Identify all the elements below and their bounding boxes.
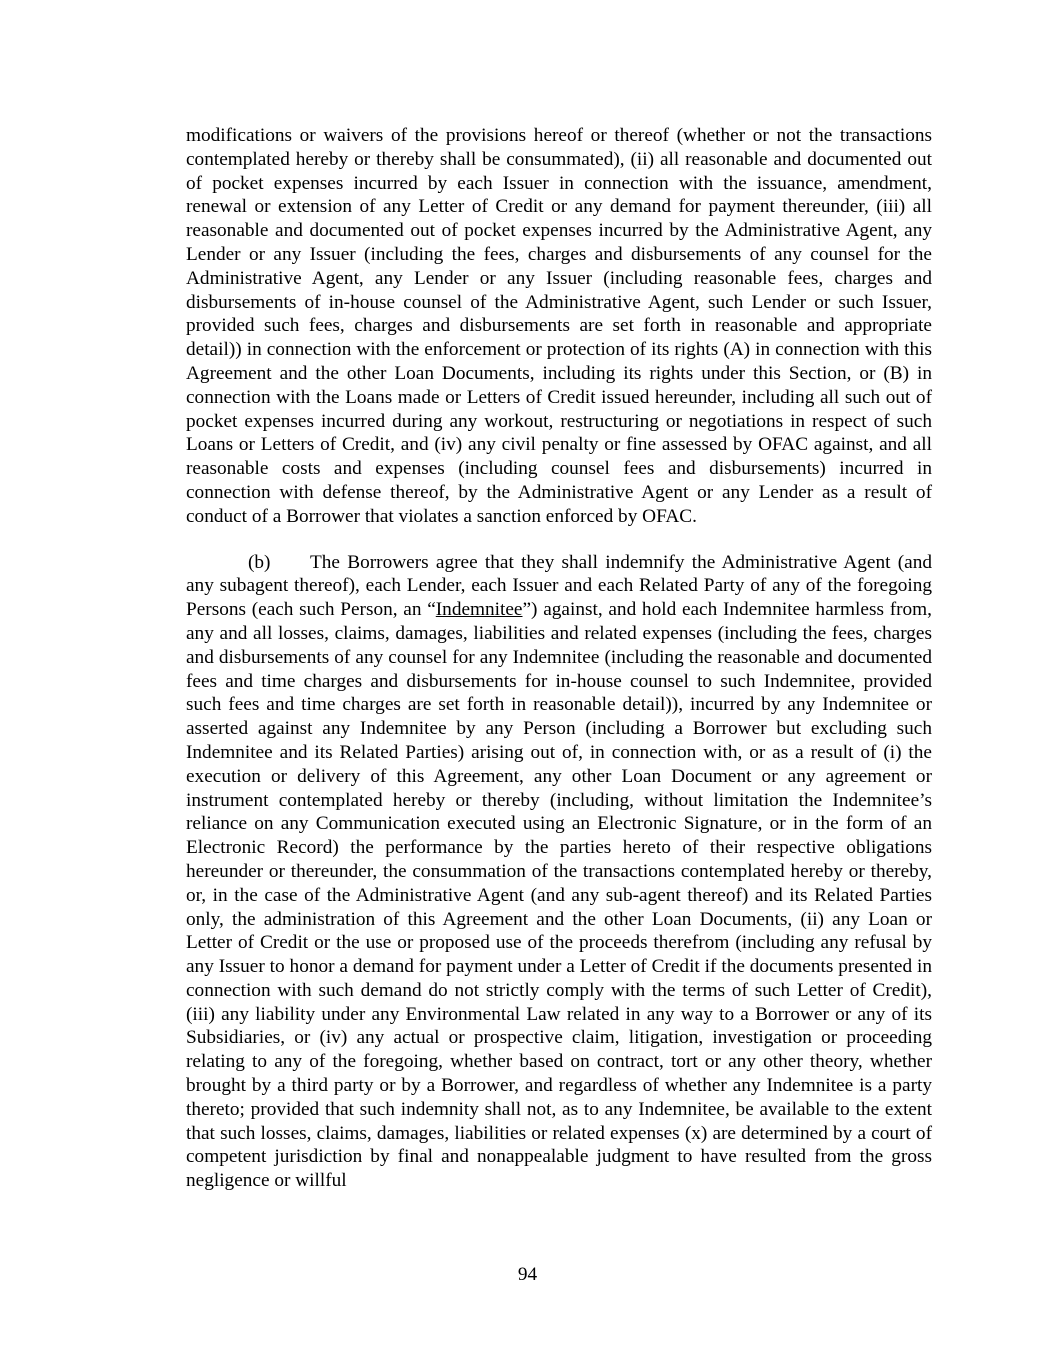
paragraph-b-text-part-1: The Borrowers agree that they shall indemnify the Administrative Agent (and any subagent thereof), each Lender, each Issuer and each Related Party of any of the foregoing Persons (each such Person, an “ — [186, 551, 932, 621]
paragraph-a-continuation: modifications or waivers of the provisions hereof or thereof (whether or not the transactions contemplated hereby or thereby shall be consummated), (ii) all reasonable and documented out of pocket expenses incurred by each Issuer in connection with the issuance, amendment, renewal or extension of any Letter of Credit or any demand for payment thereunder, (iii) all reasonable and documented out of pocket expenses incurred by the Administrative Agent, any Lender or any Issuer (including the fees, charges and disbursements of any counsel for the Administrative Agent, any Lender or any Issuer (including reasonable fees, charges and disbursements of in-house counsel of the Administrative Agent, such Lender or such Issuer, provided such fees, charges and disbursements are set forth in reasonable and appropriate detail)) in connection with the enforcement or protection of its rights (A) in connection with this Agreement and the other Loan Documents, including its rights under this Section, or (B) in connection with the Loans made or Letters of Credit issued hereunder, including all such out of pocket expenses incurred during any workout, restructuring or negotiations in respect of such Loans or Letters of Credit, and (iv) any civil penalty or fine assessed by OFAC against, and all reasonable costs and expenses (including counsel fees and disbursements) incurred in connection with defense thereof, by the Administrative Agent or any Lender as a result of conduct of a Borrower that violates a sanction enforced by OFAC. — [186, 125, 932, 527]
paragraph-b — [186, 551, 932, 1194]
page-number: 94 — [517, 1264, 538, 1285]
paragraph-b-text-part-2: ”) against, and hold each Indemnitee harmless from, any and all losses, claims, damages, liabilities and related expenses (including the fees, charges and disbursements of any counsel for any Indemnitee (including the reasonable and documented fees and time charges and disbursements for in-house counsel to such Indemnitee, provided such fees and time charges are set forth in reasonable detail)), incurred by any Indemnitee or asserted against any Indemnitee by any Person (including a Borrower but excluding such Indemnitee and its Related Parties) arising out of, in connection with, or as a result of (i) the execution or delivery of this Agreement, any other Loan Document or any agreement or instrument contemplated hereby or thereby (including, without limitation the Indemnitee’s reliance on any Communication executed using an Electronic Signature, or in the form of an Electronic Record) the performance by the parties hereto of their respective obligations hereunder or thereunder, the consummation of the transactions contemplated hereby or thereby, or, in the case of the Administrative Agent (and any sub-agent thereof) and its Related Parties only, the administration of this Agreement and the other Loan Documents, (ii) any Loan or Letter of Credit or the use or proposed use of the proceeds therefrom (including any refusal by any Issuer to honor a demand for payment under a Letter of Credit if the documents presented in connection with such demand do not strictly comply with the terms of such Letter of Credit), (iii) any liability under any Environmental Law related in any way to a Borrower or any of its Subsidiaries, or (iv) any actual or prospective claim, litigation, investigation or proceeding relating to any of the foregoing, whether based on contract, tort or any other theory, whether brought by a third party or by a Borrower, and regardless of whether any Indemnitee is a party thereto; provided that such indemnity shall not, as to any Indemnitee, be available to the extent that such losses, claims, damages, liabilities or related expenses (x) are determined by a court of competent jurisdiction by final and nonappealable judgment to have resulted from the gross negligence or willful — [186, 599, 932, 1192]
paragraph-b-marker: (b) — [248, 551, 271, 573]
defined-term-indemnitee: Indemnitee — [435, 599, 523, 621]
document-page — [186, 124, 932, 1193]
